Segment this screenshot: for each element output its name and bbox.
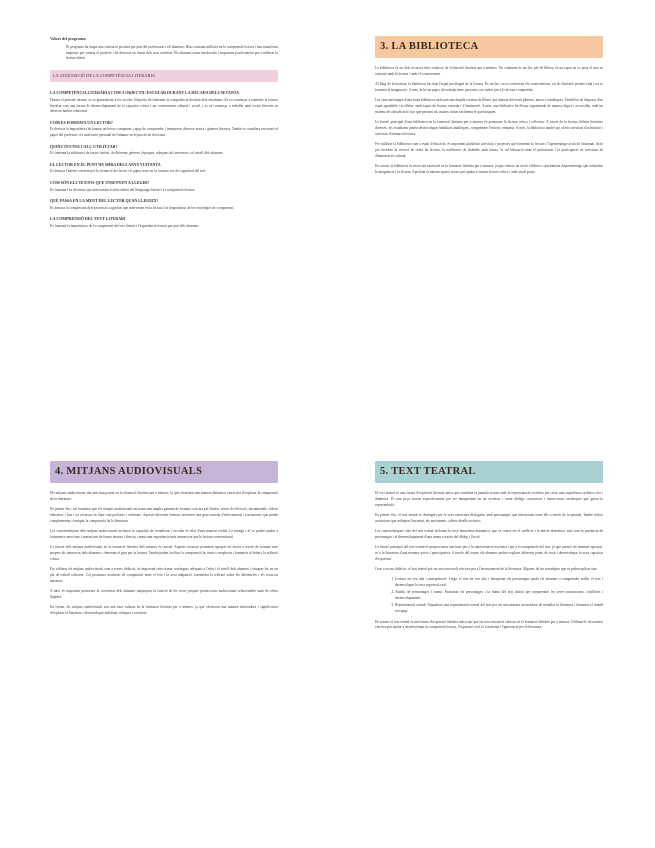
section-body: Es destaca la importància de formar un lector competent, capaç de comprendre i interpretar diversos textos i gèneres literaris. També es considera necessari el paper del professor i la motivació personal de l'alumne en el procés de la lectura. <box>50 127 278 138</box>
right-bottom-column <box>375 461 603 636</box>
paragraph: Les característiques clau del text teatral inclouen la seva naturalesa dramàtica, que se centra en el conflicte i la tensió dramàtica, així com la presència de personatges i el desenvolupament d'una trama a través del diàleg i l'acció. <box>375 528 603 539</box>
section-body: Durant el període setanta, es va generalitzar a les escoles l'objectiu de fomentar la competència literària dels estudiants. Es va començar a entendre la lectura literària com una forma de desenvolupament de la capacitat crítica i un coneixement cultural i social, i es va començar a treballar amb textos literaris en diversos àmbits educatius. <box>50 97 278 114</box>
paragraph: En resum, la biblioteca és un recurs essencial en la formació literària per a menors, ja que ofereix un accés a llibres i oportunitats d'aprenentatge que estimulen la imaginació i la lectura. Aprofitar al màxim aquest recurs pot ajudar a formar lectors crítics i amb sentit propi. <box>375 163 603 174</box>
section-heading: LA COMPRENSIÓ DEL TEXT LITERARI <box>50 215 126 221</box>
paragraph: Al llarg de la història, la biblioteca ha estat l'espai privilegiat de la lectura. És un lloc on es conserven els coneixements, on les històries prenen vida i on es fomenta la imaginació. A més, hi ha un paper de trobada entre persones i un indret per a la lectura compartida. <box>375 82 603 92</box>
teatral-banner: 5. TEXT TEATRAL <box>375 461 603 483</box>
paragraph: La funció principal del text teatral és proporcionar una base per a la representació escènica i per a la comprensió del text, ja que permet als alumnes apropar-se a la literatura d'una manera activa i participativa. A través del teatre, els alumnes poden explorar diferents punts de vista i desenvolupar la seva capacitat d'expressió. <box>375 545 603 561</box>
paragraph: Com a recurs didàctic, el text teatral pot ser una eina molt efectiva per a l'ensenyament de la literatura. Algunes de les estratègies que es poden aplicar són: <box>375 566 598 571</box>
paragraph: La funció principal d'una biblioteca en la formació literària per a menors és promoure la lectura crítica i reflexiva. A través de la lectura d'obres literàries diverses, els estudiants poden desenvolupar habilitats analítiques, comprendre l'entorn i empatia. A més, la biblioteca també pot oferir activitats d'orientació i activitats d'animació lectora. <box>375 120 603 136</box>
section-heading: COM ES FORMAVA UN LECTOR? <box>50 119 113 125</box>
paragraph: En primer lloc, cal esmentar que els mitjans audiovisuals inclouen una àmplia gamma de formats com ara pel·lícules, sèries de televisió, documentals, vídeos educatius i fins i tot recursos en línia com podcasts i webinars. Aquests diferents formats ofereixen una gran varietat d'enfocaments i tractaments que poden complementar i enriquir la comprensió de la literatura. <box>50 507 278 523</box>
paragraph: Els mitjans audiovisuals són una eina potent en la formació literària per a menors, ja que ofereixen una manera dinàmica i atractiva d'explorar la comprensió de la literatura. <box>50 491 278 501</box>
list-item: 2. Anàlisi de personatges i trama: Examinar els personatges i la trama del text teatral per comprendre les seves motivacions, conflictes i desenvolupament. <box>395 590 603 602</box>
strategy-list <box>375 577 603 615</box>
left-top-column <box>50 36 278 234</box>
paragraph: A més, és important promoure la creativitat dels alumnes mitjançant la creació de les seves pròpies produccions audiovisuals relacionades amb les obres llegides. <box>50 588 278 599</box>
section-subbar: LA ADQUISICIÓ DE LA COMPETÈNCIA LITERÀRIA <box>50 70 278 82</box>
paragraph: El text teatral és una forma d'expressió literària única que combina la paraula escrita amb la representació escènica per crear una experiència artística rica i dinàmica. És una peça escrita específicament per ser interpretada en un escenari i conté diàlegs, acotacions i instruccions escèniques que guien la representació. <box>375 491 603 507</box>
section-body: Es destaca la complexitat dels processos cognitius que intervenen en la lectura i la importància de les estratègies de comprensió. <box>50 205 235 210</box>
section-body: Es fomenta l'ús de textos que afavoreixin la descoberta del llenguatge literari i la comprensió lectora. <box>50 187 196 192</box>
section-heading: COM SÓN ELS TEXTOS QUE ENSENYEN A LLEGIR? <box>50 179 150 185</box>
paragraph: La funció dels mitjans audiovisuals en la formació literària dels menors és crucial. Aquests recursos permeten apropar els textos a través de formats més propers als interessos dels alumnes i fomentar el gust per la lectura. També poden facilitar la comprensió de textos complexos i fomentar el debat i la reflexió crítica. <box>50 545 278 561</box>
section-heading: LA COMPETÈNCIA LITERÀRIA COM A OBJECTIU ESCOLAR DURANT LA DÈCADA DELS SETANTA <box>50 89 240 95</box>
paragraph: La biblioteca és un dels recursos més valuosos de l'educació literària per a menors. No solament és un lloc ple de llibres, és un espai on es posa el nen en contacte amb la lectura i amb el coneixement. <box>375 66 603 76</box>
section-heading: QUÈ PASSA EN LA MENT DEL LECTOR QUAN LLEGEIX? <box>50 197 159 203</box>
paragraph: Les característiques d'una bona biblioteca inclouen una àmplia varietat de llibres que abastin diferents gèneres, autors i temàtiques. També ha de disposar d'un espai agradable i acollidor, amb espais de lectura comoda i il·luminació. A més, una biblioteca ha d'estar organitzada de manera lògica i accessible, amb un sistema de classificació clar que permeti als usuaris trobar fàcilment el que busquen. <box>375 98 603 114</box>
section-body: Es fomenta la importància de la comprensió del text literari i l'experiència lectora per part dels alumnes. <box>50 223 200 228</box>
values-label: Valors del programa: <box>50 36 87 41</box>
section-heading: QUINS TEXTOS CALÇ UTILITZAR? <box>50 143 118 149</box>
paragraph: Per millorar la biblioteca com a espai d'educació, és important planificar activitats i projectes que fomentin la lectura i l'aprenentatge actiu de l'alumnat. Això pot incloure la creació de clubs de lectura, la realització de trobades amb autors, la col·laboració amb el professorat i la participació en activitats de dinamització cultural. <box>375 141 603 158</box>
biblioteca-banner: 3. LA BIBLIOTECA <box>375 36 603 58</box>
list-item: 1. Lectura en veu alta i interpretació: Llegir el text en veu alta i interpretar els personatges ajuda els alumnes a comprendre millor el text i desenvolupar la seva expressió oral. <box>395 577 603 589</box>
right-top-column <box>375 36 603 180</box>
paragraph: En resum, els mitjans audiovisuals són una eina valuosa en la formació literària per a menors, ja que ofereixen una manera motivadora i significativa d'explorar la literatura i desenvolupar habilitats crítiques i creatives. <box>50 604 278 615</box>
section-body: Es destaca l'interès creixent per la formació del lector i el paper actiu en la construcció del significat del text. <box>50 169 207 174</box>
audiovisuals-banner: 4. MITJANS AUDIOVISUALS <box>50 461 278 483</box>
left-bottom-column <box>50 461 278 621</box>
paragraph: Per utilitzar els mitjans audiovisuals com a recurs didàctic, és important seleccionar continguts adequats a l'edat i al nivell dels alumnes i integrar-los en un pla de treball coherent. Cal promoure activitats de comparació entre el text i la seva adaptació, fomentant la reflexió sobre les diferències i els recursos narratius. <box>50 566 278 583</box>
paragraph: Les característiques dels mitjans audiovisuals inclouen la capacitat de visualitzar i escoltar el relat d'una manera vívida. La imatge i el so poden ajudar a transmetre emocions i sensacions de forma intensa i directa, creant una experiència més immersiva que la lectura convencional. <box>50 528 278 539</box>
section-heading: EL LECTOR EN EL PUNT DE MIRA DELS ANYS VUITANTA <box>50 161 161 167</box>
paragraph: En primer lloc, el text teatral es distingeix per la seva estructura dialogada, amb personatges que interactuen entre ells a través de la paraula. També inclou acotacions que indiquen l'escenari, els moviments i altres detalls escènics. <box>375 512 603 523</box>
list-item: 3. Representació teatral: Organitzar una representació teatral del text pot ser una manera motivadora de treballar la literatura i fomentar el treball en equip. <box>395 603 603 615</box>
closing-paragraph: En resum, el text teatral és una forma d'expressió literària única que pot ser una eina molt valuosa en la formació literària per a menors. Utilitzar-lo de manera efectiva pot ajudar a desenvolupar la comprensió lectora, l'expressió oral, la creativitat i l'apreciació per la literatura. <box>375 619 603 630</box>
section-body: Es fomenta la utilització de textos variats, de diferents gèneres i èpoques, adequats als interessos i el nivell dels alumnes. <box>50 151 224 156</box>
values-intro: El programa ha tingut una valoració positiva per part del professorat i els alumnes. Han constatat millores en la comprensió lectora i han manifestat empenys per valorar el projecte i fer destacar en fossin dels seus resultats. Els alumnes estan involucrats i responsen positivament per a millorar la lectura diària. <box>66 44 278 61</box>
